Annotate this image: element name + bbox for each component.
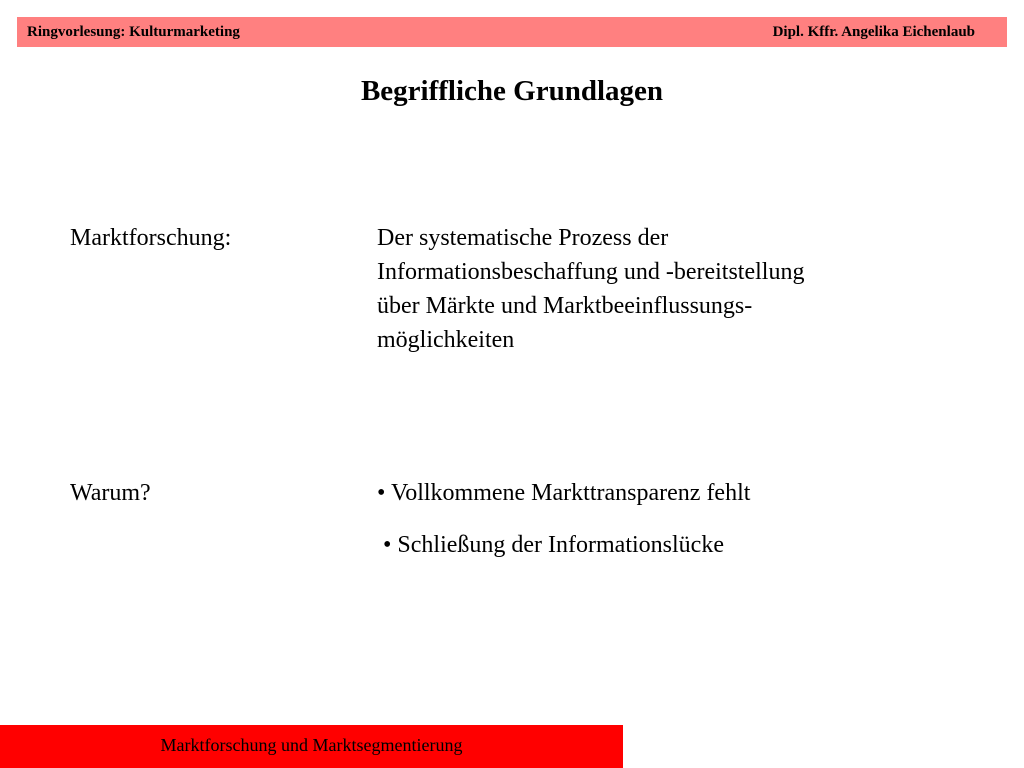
footer-topic: Marktforschung und Marktsegmentierung xyxy=(160,735,463,755)
reason-item: • Vollkommene Markttransparenz fehlt xyxy=(377,480,751,506)
definition-line: über Märkte und Marktbeeinflussungs- xyxy=(377,293,753,319)
reasons-list xyxy=(377,476,750,562)
definition-term: Marktforschung: xyxy=(70,225,232,251)
definition-line: Der systematische Prozess der xyxy=(377,225,669,251)
definition-line: Informationsbeschaffung und -bereitstellung xyxy=(377,259,805,285)
reasons-label: Warum? xyxy=(70,480,151,506)
author-name: Dipl. Kffr. Angelika Eichenlaub xyxy=(772,24,975,40)
definition-text xyxy=(377,221,937,357)
header-bar xyxy=(17,17,1007,47)
slide-title: Begriffliche Grundlagen xyxy=(360,75,664,107)
footer-bar xyxy=(0,725,623,768)
reason-item: • Schließung der Informationslücke xyxy=(383,532,724,558)
definition-line: möglichkeiten xyxy=(377,327,515,353)
lecture-series-title: Ringvorlesung: Kulturmarketing xyxy=(27,24,240,40)
